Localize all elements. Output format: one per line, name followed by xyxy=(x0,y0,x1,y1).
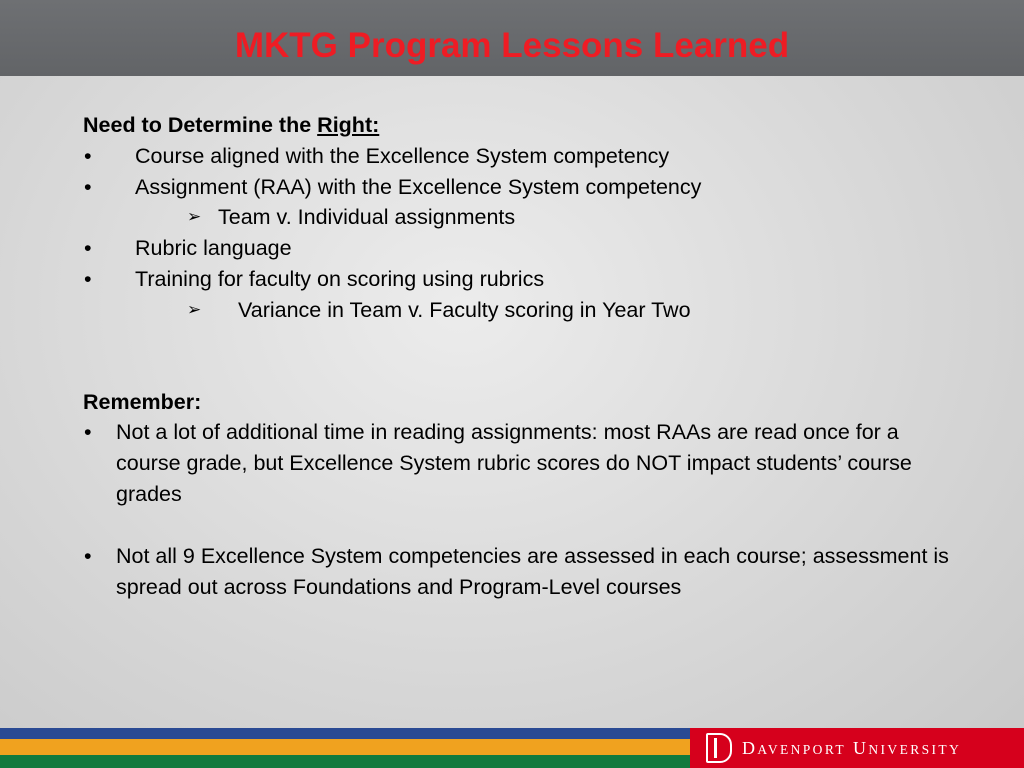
university-name: DAVENPORT UNIVERSITY xyxy=(742,738,962,758)
sub-list-item-text: Team v. Individual assignments xyxy=(218,205,516,230)
list-item xyxy=(83,417,963,509)
list-item-text: Not all 9 Excellence System competencies are assessed in each course; assessment is spread out across Foundations and Program-Level courses xyxy=(116,543,949,599)
section2-heading: Remember: xyxy=(83,389,202,414)
bullet-icon: • xyxy=(84,266,92,291)
slide-title: MKTG Program Lessons Learned xyxy=(234,26,790,65)
section1-heading-emphasis: Right: xyxy=(317,113,380,137)
arrow-bullet-icon: ➢ xyxy=(187,299,202,319)
list-item-text: Rubric language xyxy=(135,236,292,261)
sub-list-item-text: Variance in Team v. Faculty scoring in Year Two xyxy=(238,297,691,322)
davenport-logo-icon xyxy=(706,733,732,763)
list-item-text: Assignment (RAA) with the Excellence System competency xyxy=(135,174,702,199)
bullet-icon: • xyxy=(84,143,92,168)
spacer xyxy=(83,510,963,541)
list-item xyxy=(83,141,963,172)
list-item xyxy=(83,172,963,203)
bullet-icon: • xyxy=(84,543,92,568)
list-item xyxy=(83,264,963,295)
spacer xyxy=(83,326,963,387)
list-item xyxy=(83,233,963,264)
list-item-text: Not a lot of additional time in reading assignments: most RAAs are read once for a course grade, but Excellence System rubric scores do NOT impact students’ course grades xyxy=(116,420,912,506)
section1-heading xyxy=(83,110,963,141)
title-bar xyxy=(0,0,1024,76)
list-item-text: Training for faculty on scoring using rubrics xyxy=(135,266,545,291)
bullet-icon: • xyxy=(84,174,92,199)
bullet-icon: • xyxy=(84,236,92,261)
arrow-bullet-icon: ➢ xyxy=(187,207,202,227)
list-item-text: Course aligned with the Excellence System competency xyxy=(135,143,670,168)
bullet-icon: • xyxy=(84,420,92,445)
list-item xyxy=(83,541,963,603)
sub-list-item xyxy=(83,295,963,326)
sub-list-item xyxy=(83,202,963,233)
slide-content xyxy=(83,110,963,602)
university-logo xyxy=(690,728,1024,768)
section1-heading-prefix: Need to Determine the xyxy=(83,113,318,137)
